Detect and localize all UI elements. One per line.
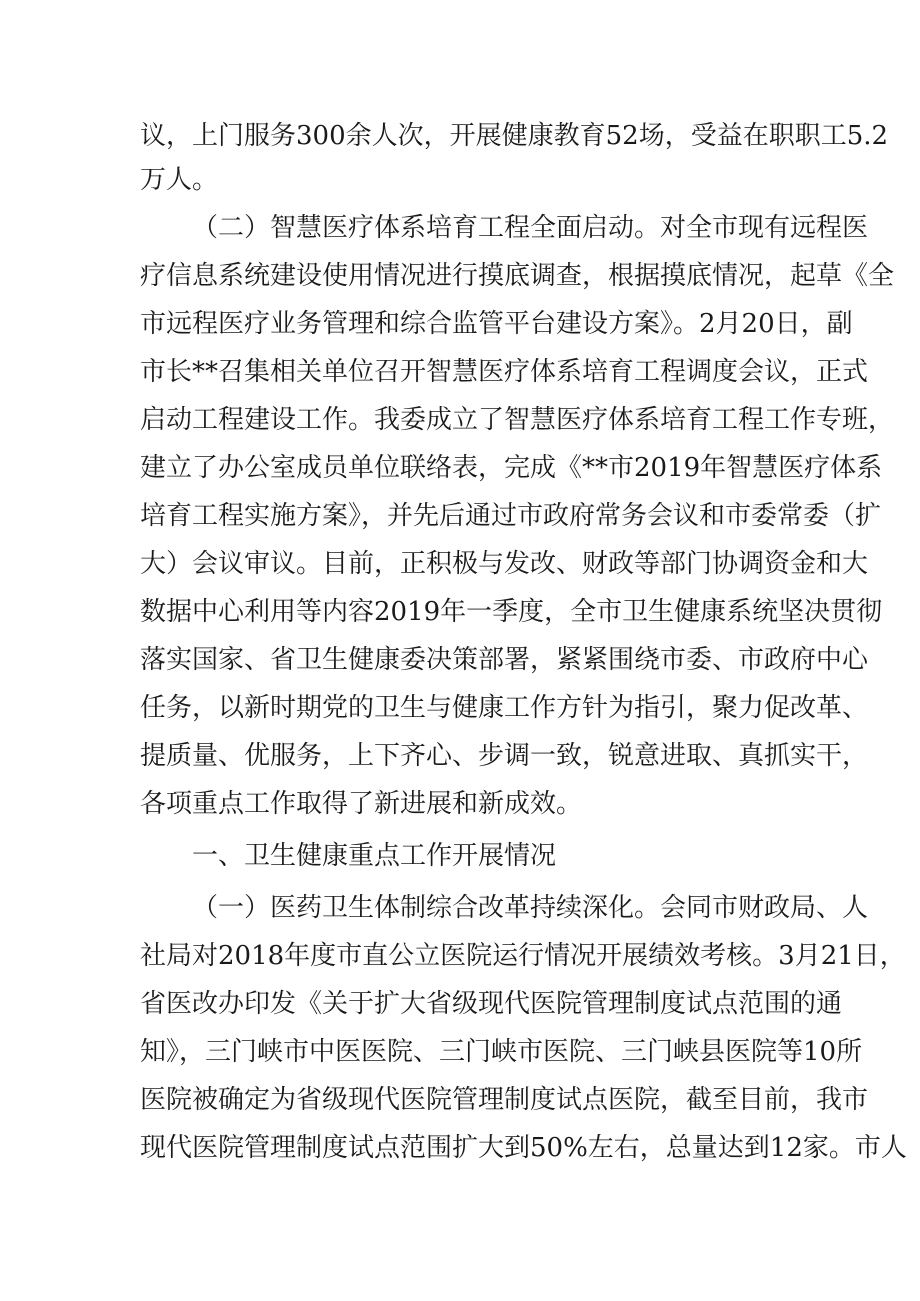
paragraph-line-13: 任务，以新时期党的卫生与健康工作方针为指引，聚力促改革、	[140, 693, 869, 723]
paragraph-line-8: 建立了办公室成员单位联络表，完成《**市2019年智慧医疗体系	[140, 453, 883, 483]
section-heading: 一、卫生健康重点工作开展情况	[192, 841, 557, 871]
paragraph-line-10: 大）会议审议。目前，正积极与发改、财政等部门协调资金和大	[140, 549, 869, 579]
paragraph-line-11: 数据中心利用等内容2019年一季度，全市卫生健康系统坚决贯彻	[140, 597, 883, 627]
paragraph-line-21: 医院被确定为省级现代医院管理制度试点医院，截至目前，我市	[140, 1085, 869, 1115]
paragraph-line-18: 社局对2018年度市直公立医院运行情况开展绩效考核。3月21日，	[140, 941, 906, 971]
paragraph-line-7: 启动工程建设工作。我委成立了智慧医疗体系培育工程工作专班，	[140, 405, 895, 435]
paragraph-line-12: 落实国家、省卫生健康委决策部署，紧紧围绕市委、市政府中心	[140, 645, 869, 675]
paragraph-line-15: 各项重点工作取得了新进展和新成效。	[140, 789, 583, 819]
paragraph-line-3: （二）智慧医疗体系培育工程全面启动。对全市现有远程医	[192, 213, 869, 243]
paragraph-line-5: 市远程医疗业务管理和综合监管平台建设方案》。2月20日，副	[140, 309, 853, 339]
paragraph-line-6: 市长**召集相关单位召开智慧医疗体系培育工程调度会议，正式	[140, 357, 869, 387]
paragraph-line-22: 现代医院管理制度试点范围扩大到50%左右，总量达到12家。市人	[140, 1133, 907, 1163]
paragraph-line-2: 万人。	[140, 165, 219, 195]
paragraph-line-14: 提质量、优服务，上下齐心、步调一致，锐意进取、真抓实干，	[140, 741, 869, 771]
paragraph-line-19: 省医改办印发《关于扩大省级现代医院管理制度试点范围的通	[140, 989, 843, 1019]
paragraph-line-20: 知》，三门峡市中医医院、三门峡市医院、三门峡县医院等10所	[140, 1037, 863, 1067]
paragraph-line-1: 议，上门服务300余人次，开展健康教育52场，受益在职职工5.2	[140, 121, 889, 151]
paragraph-line-17: （一）医药卫生体制综合改革持续深化。会同市财政局、人	[192, 893, 869, 923]
paragraph-line-9: 培育工程实施方案》，并先后通过市政府常务会议和市委常委（扩	[140, 501, 882, 531]
paragraph-line-4: 疗信息系统建设使用情况进行摸底调查，根据摸底情况，起草《全	[140, 261, 895, 291]
